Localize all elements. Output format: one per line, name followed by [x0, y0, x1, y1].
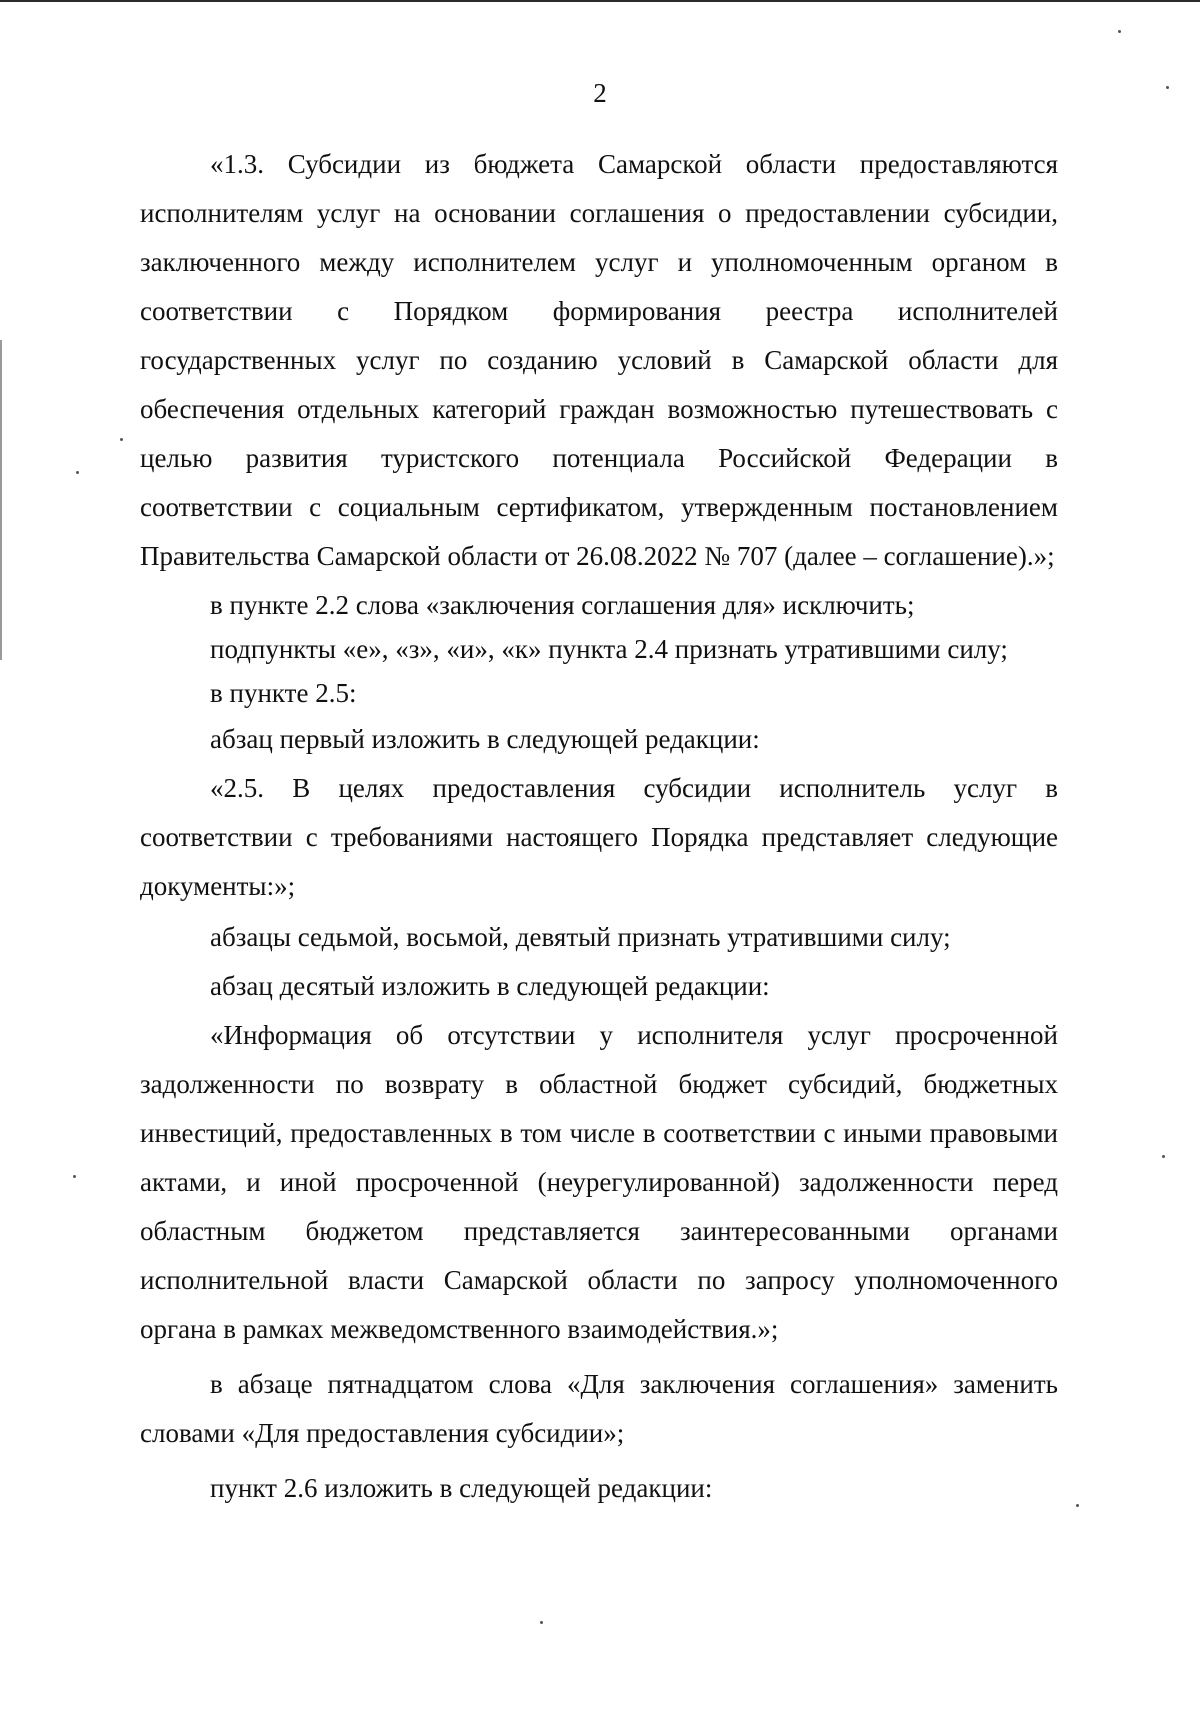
scan-speck: [76, 471, 79, 474]
paragraph-tenth-abzac: абзац десятый изложить в следующей редакции:: [210, 971, 770, 1001]
paragraph-1-3-subsidies: «1.3. Субсидии из бюджета Самарской области предоставляются исполнителям услуг на основании соглашения о предоставлении субсидии, заключенного между исполнителем услуг и уполномоченным органом в соответствии с Порядком формирования реестра исполнителей государственных услуг по созданию условий в Самарской области для обеспечения отдельных категорий граждан возможностью путешествовать с целью развития туристского потенциала Российской Федерации в соответствии с социальным сертификатом, утвержденным постановлением Правительства Самарской области от 26.08.2022 № 707 (далее – соглашение).»;: [140, 149, 1058, 571]
scan-edge-left: [0, 340, 2, 660]
scan-speck: [73, 1175, 76, 1178]
scan-speck: [1166, 86, 1169, 89]
scan-speck: [120, 438, 123, 441]
document-body: [140, 140, 1058, 1513]
paragraph-information: «Информация об отсутствии у исполнителя услуг просроченной задолженности по возврату в областной бюджет субсидий, бюджетных инвестиций, предоставленных в том числе в соответствии с иными правовыми актами, и иной просроченной (неурегулированной) задолженности перед областным бюджетом представляется заинтересованными органами исполнительной власти Самарской области по запросу уполномоченного органа в рамках межведомственного взаимодействия.»;: [140, 1020, 1058, 1344]
paragraph-2-6-intro: пункт 2.6 изложить в следующей редакции:: [210, 1473, 713, 1503]
paragraph-2-4: подпункты «е», «з», «и», «к» пункта 2.4 признать утратившими силу;: [210, 634, 1008, 664]
paragraph-2-5-text: «2.5. В целях предоставления субсидии исполнитель услуг в соответствии с требованиями настоящего Порядка представляет следующие документы:»;: [140, 773, 1058, 901]
scan-edge-top: [0, 0, 1200, 2]
page-number: 2: [593, 78, 607, 108]
scan-speck: [540, 1621, 543, 1624]
paragraph-fifteenth-abzac: в абзаце пятнадцатом слова «Для заключения соглашения» заменить словами «Для предоставления субсидии»;: [140, 1369, 1058, 1448]
scan-speck: [1118, 30, 1121, 33]
scan-speck: [1076, 1504, 1079, 1507]
paragraph-2-2: в пункте 2.2 слова «заключения соглашения для» исключить;: [210, 590, 915, 620]
scan-speck: [1162, 1155, 1165, 1158]
paragraph-2-5-intro: в пункте 2.5:: [210, 678, 357, 708]
paragraph-first-abzac: абзац первый изложить в следующей редакции:: [210, 724, 760, 754]
paragraph-abzacs-invalid: абзацы седьмой, восьмой, девятый признать утратившими силу;: [210, 922, 951, 952]
